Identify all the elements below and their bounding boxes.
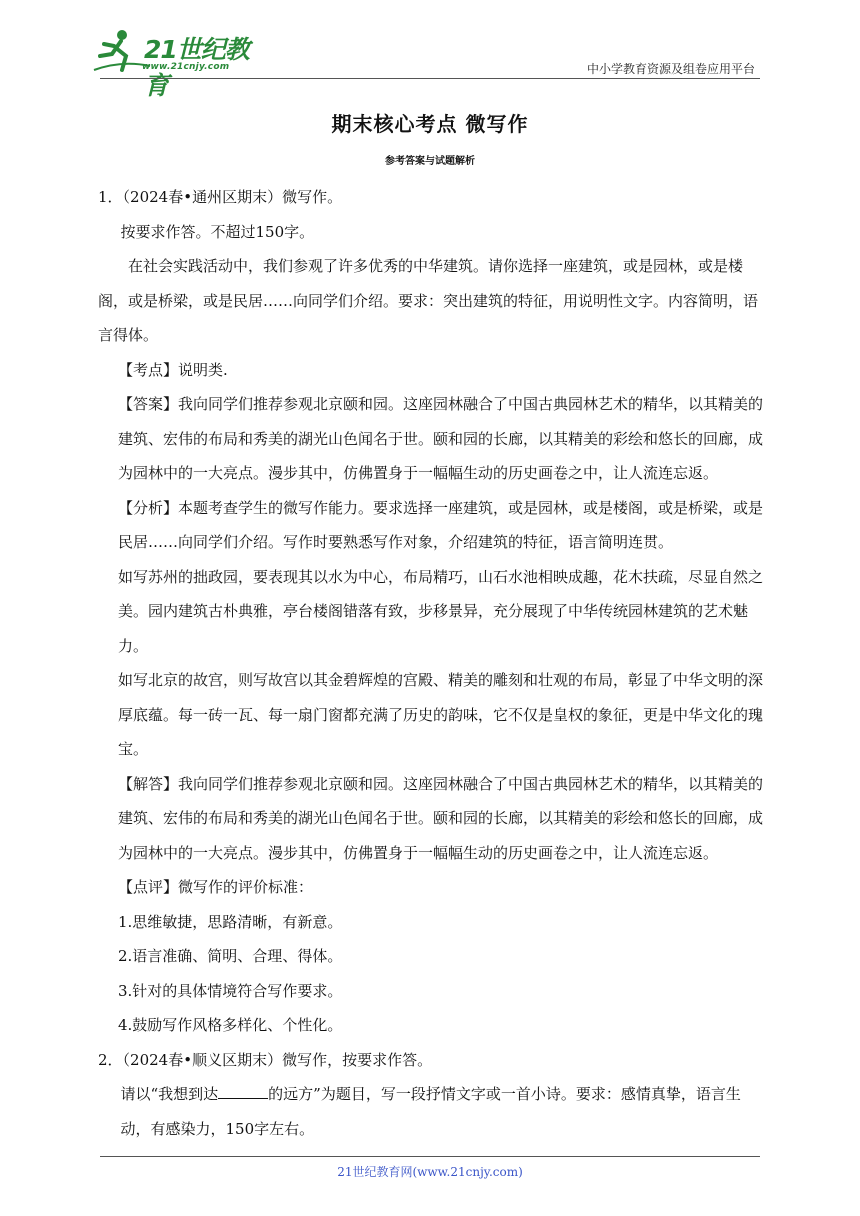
question-1-example-2: 如写北京的故宫，则写故宫以其金碧辉煌的宫殿、精美的雕刻和壮观的布局，彰显了中华文明的深厚底蕴。每一砖一瓦、每一扇门窗都充满了历史的韵味，它不仅是皇权的象征，更是中华文化的瑰宝。 xyxy=(118,671,764,758)
question-1-comment: 【点评】微写作的评价标准： xyxy=(118,878,314,896)
question-1-analysis: 【分析】本题考查学生的微写作能力。要求选择一座建筑，或是园林，或是楼阁，或是桥梁，或是民居……向同学们介绍。写作时要熟悉写作对象，介绍建筑的特征，语言简明连贯。 xyxy=(118,498,764,551)
page-title: 期末核心考点 微写作 xyxy=(331,112,529,136)
logo-wordmark: 21世纪教育 xyxy=(144,35,249,100)
logo-url: www.21cnjy.com xyxy=(142,62,230,72)
question-1-stem: 1．（2024春•通州区期末）微写作。 xyxy=(98,188,343,206)
question-1-answer: 【答案】我向同学们推荐参观北京颐和园。这座园林融合了中国古典园林艺术的精华，以其精美的建筑、宏伟的布局和秀美的湖光山色闻名于世。颐和园的长廊，以其精美的彩绘和悠长的回廊，成为园林中的一大亮点。漫步其中，仿佛置身于一幅幅生动的历史画卷之中，让人流连忘返。 xyxy=(118,395,764,482)
criterion-item: 2.语言准确、简明、合理、得体。 xyxy=(118,947,343,965)
logo xyxy=(92,26,262,100)
document-body xyxy=(98,180,763,1146)
header-divider xyxy=(100,78,760,79)
question-2-prompt xyxy=(98,1077,763,1146)
page-header xyxy=(0,0,860,100)
question-1-prompt: 在社会实践活动中，我们参观了许多优秀的中华建筑。请你选择一座建筑，或是园林，或是楼阁，或是桥梁，或是民居……向同学们介绍。要求：突出建筑的特征，用说明性文字。内容简明，语言得体。 xyxy=(98,257,759,344)
question-1-kaodian: 【考点】说明类. xyxy=(118,360,228,379)
page-subtitle: 参考答案与试题解析 xyxy=(385,156,475,167)
question-2-prompt-end: 的远方”为题目，写一段抒情文字或一首小诗。要求：感情真挚，语言生动，有感染力，150字左右。 xyxy=(120,1085,741,1138)
fill-in-blank xyxy=(218,1084,268,1099)
criterion-item: 4.鼓励写作风格多样化、个性化。 xyxy=(118,1016,343,1034)
question-1-example-1: 如写苏州的拙政园，要表现其以水为中心，布局精巧，山石水池相映成趣，花木扶疏，尽显自然之美。园内建筑古朴典雅，亭台楼阁错落有致，步移景异，充分展现了中华传统园林建筑的艺术魅力。 xyxy=(118,567,764,655)
question-2-prompt-start: 请以“我想到达 xyxy=(120,1085,219,1103)
question-1-solution: 【解答】我向同学们推荐参观北京颐和园。这座园林融合了中国古典园林艺术的精华，以其精美的建筑、宏伟的布局和秀美的湖光山色闻名于世。颐和园的长廊，以其精美的彩绘和悠长的回廊，成为园林中的一大亮点。漫步其中，仿佛置身于一幅幅生动的历史画卷之中，让人流连忘返。 xyxy=(118,774,764,862)
footer-divider xyxy=(100,1156,760,1157)
criterion-item: 3.针对的具体情境符合写作要求。 xyxy=(118,981,343,1000)
page-footer: 21世纪教育网(www.21cnjy.com) xyxy=(337,1165,523,1179)
criterion-item: 1.思维敏捷，思路清晰，有新意。 xyxy=(118,912,343,931)
question-2-stem: 2．（2024春•顺义区期末）微写作，按要求作答。 xyxy=(98,1050,433,1069)
platform-label: 中小学教育资源及组卷应用平台 xyxy=(586,62,755,76)
question-1-requirement: 按要求作答。不超过150字。 xyxy=(120,222,315,241)
